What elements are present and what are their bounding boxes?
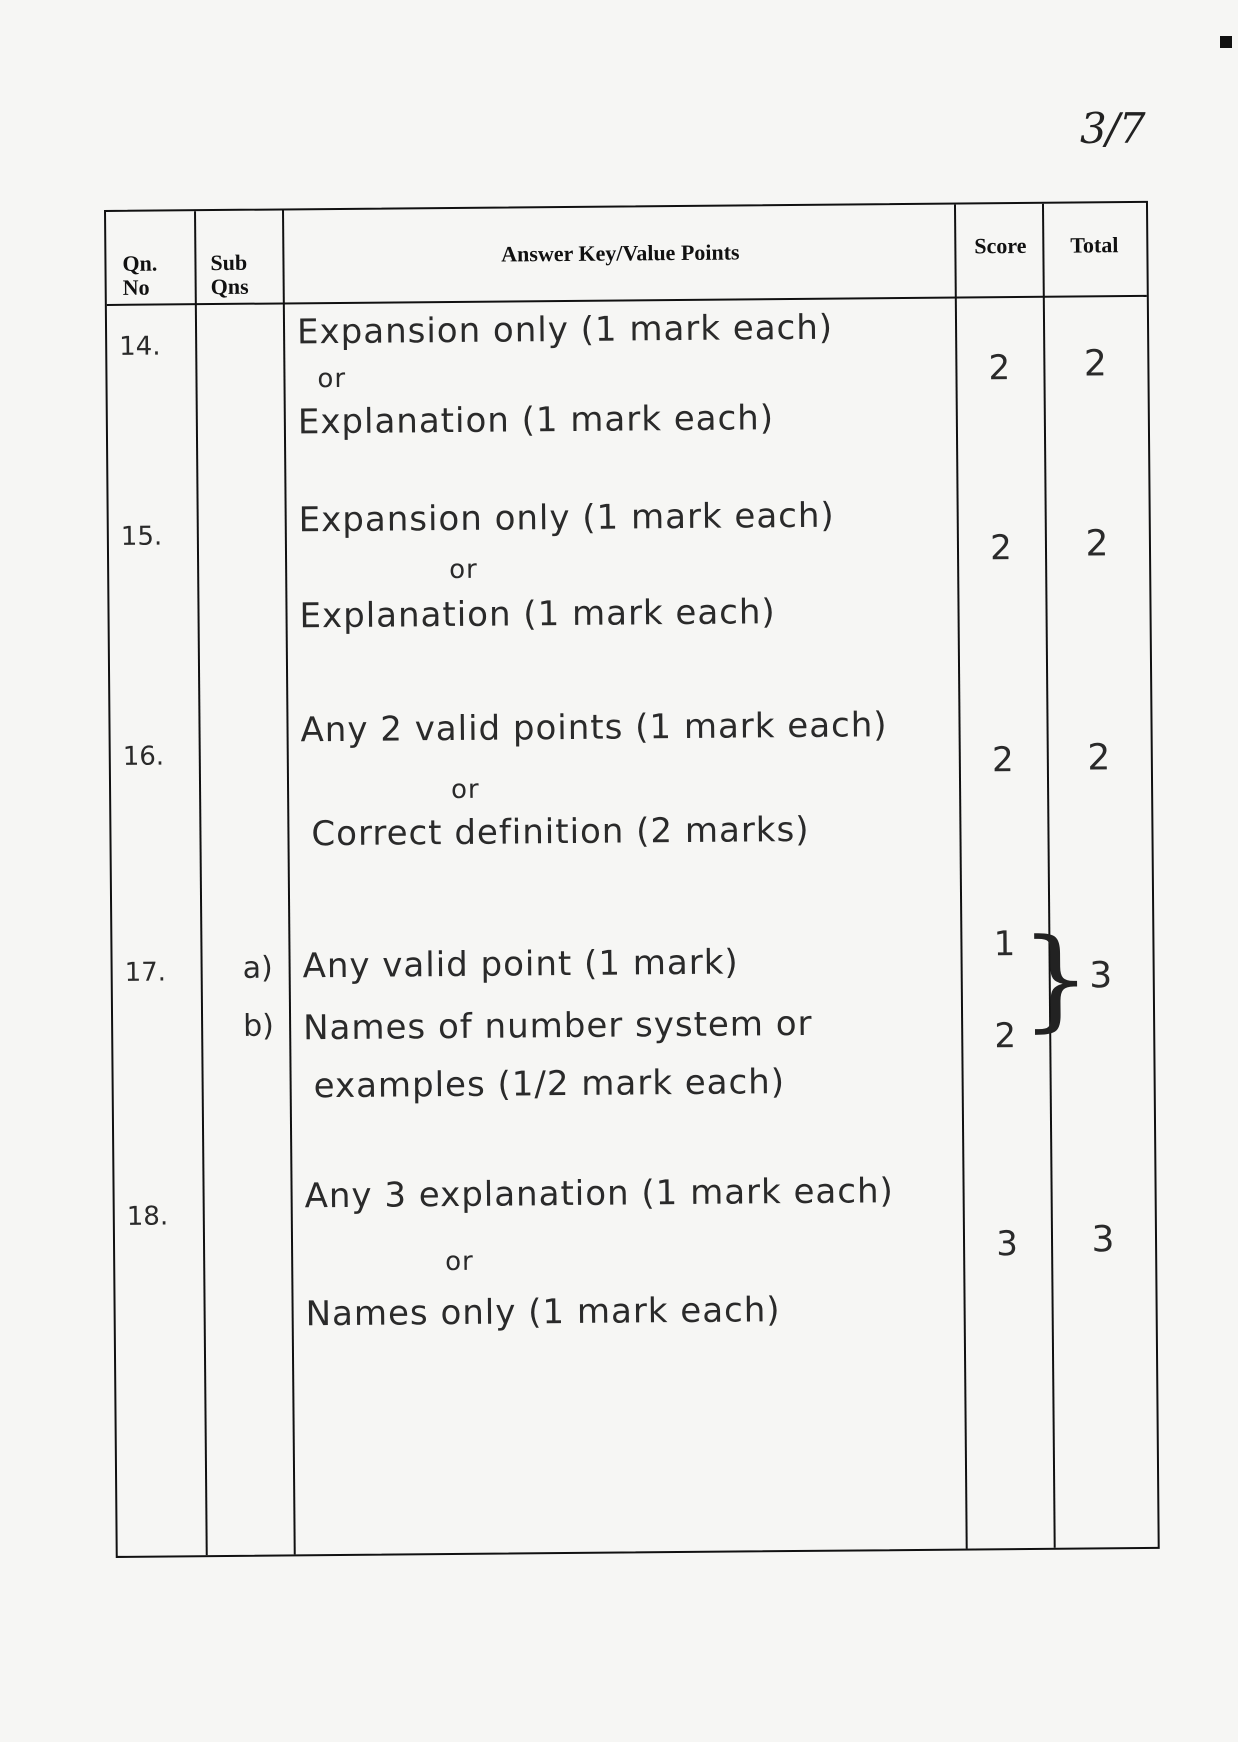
answer-key-table (104, 201, 1160, 1558)
answer-line: or (317, 363, 347, 395)
answer-line: or (450, 774, 480, 805)
answer-line: Names of number system or (302, 1003, 813, 1049)
answer-line: Explanation (1 mark each) (299, 592, 776, 637)
column-divider (954, 205, 968, 1549)
question-number: 16. (122, 741, 165, 772)
score-value: 1 (993, 924, 1016, 965)
column-divider (1042, 204, 1056, 1548)
corner-mark (1220, 36, 1232, 48)
answer-line: Names only (1 mark each) (305, 1290, 781, 1335)
answer-line: Any 2 valid points (1 mark each) (300, 705, 888, 751)
table-row (112, 914, 1152, 1107)
header-score: Score (974, 232, 1027, 259)
table-row (114, 1169, 1154, 1335)
score-value: 2 (989, 528, 1012, 569)
score-value: 2 (991, 740, 1014, 781)
score-value: 2 (994, 1016, 1017, 1057)
total-value: 3 (1089, 955, 1113, 997)
question-number: 14. (119, 331, 161, 362)
answer-line: Explanation (1 mark each) (297, 398, 775, 443)
brace-icon: } (1020, 914, 1092, 1044)
answer-line: Any 3 explanation (1 mark each) (304, 1171, 894, 1217)
sub-question: b) (242, 1008, 275, 1044)
answer-line: examples (1/2 mark each) (313, 1062, 786, 1107)
header-total: Total (1070, 232, 1119, 258)
question-number: 17. (124, 957, 167, 988)
header-answer: Answer Key/Value Points (501, 239, 740, 267)
question-number: 15. (120, 521, 163, 552)
table-row (110, 703, 1150, 855)
question-number: 18. (126, 1201, 169, 1232)
total-value: 2 (1087, 737, 1111, 779)
column-divider (194, 211, 208, 1555)
table-row (109, 493, 1149, 637)
page-number: 3/7 (1080, 104, 1145, 153)
total-value: 2 (1083, 343, 1108, 385)
sub-question: a) (242, 950, 273, 986)
answer-line: or (449, 554, 478, 586)
answer-line: Expansion only (1 mark each) (296, 307, 834, 353)
answer-line: Expansion only (1 mark each) (298, 495, 835, 541)
score-value: 3 (996, 1224, 1019, 1265)
answer-line: or (445, 1246, 474, 1278)
header-sub: Sub Qns (210, 249, 249, 300)
answer-line: Any valid point (1 mark) (302, 942, 739, 987)
column-divider (282, 210, 296, 1554)
total-value: 3 (1091, 1219, 1115, 1261)
answer-line: Correct definition (2 marks) (311, 809, 810, 855)
total-value: 2 (1085, 523, 1109, 565)
header-qn: Qn. No (122, 250, 158, 301)
score-value: 2 (988, 348, 1011, 389)
